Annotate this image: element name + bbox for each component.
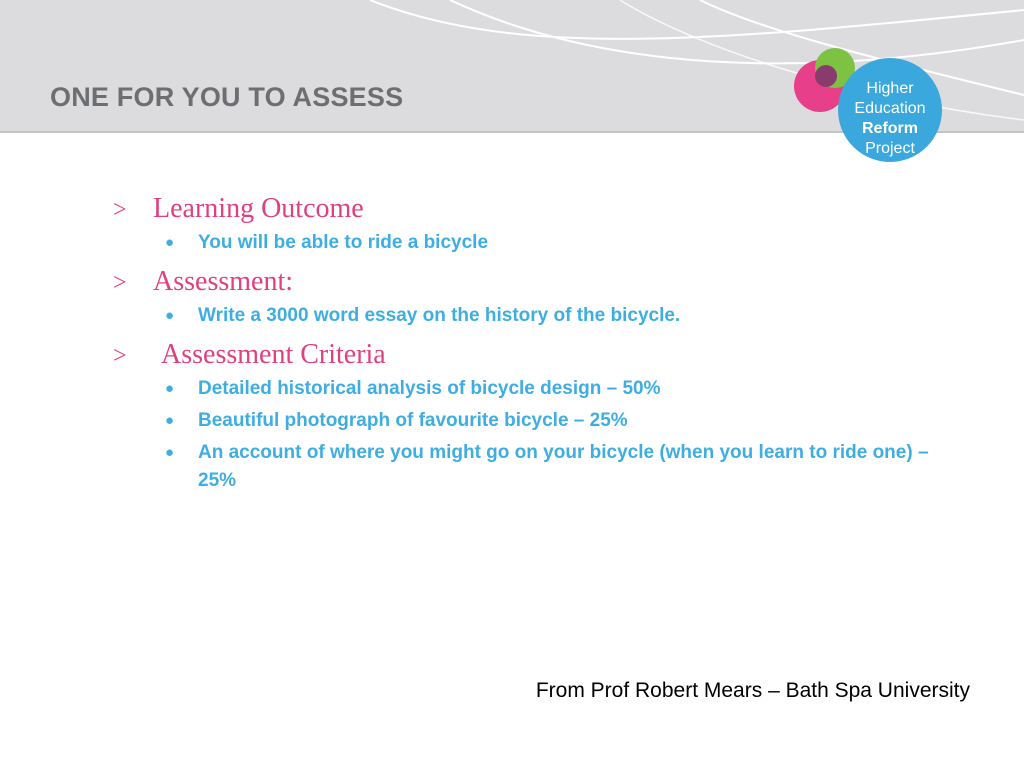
section-heading (113, 192, 983, 227)
section-learning-outcome (113, 192, 983, 257)
logo-text-reform: Reform (861, 120, 919, 137)
heading-text: Assessment: (153, 266, 293, 297)
bullet-text: Detailed historical analysis of bicycle design – 50% (198, 378, 661, 399)
chevron-marker-icon: > (113, 270, 127, 296)
section-heading (113, 338, 983, 373)
heading-text: Assessment Criteria (161, 339, 386, 370)
bullet-text: You will be able to ride a bicycle (198, 232, 489, 253)
bullet-list (113, 302, 983, 330)
list-item (165, 439, 983, 495)
heading-text: Learning Outcome (153, 193, 364, 224)
bullet-dot-icon: ● (165, 444, 175, 461)
slide-title: ONE FOR YOU TO ASSESS (50, 82, 404, 112)
list-item (165, 407, 983, 435)
logo-text-project: Project (865, 140, 915, 157)
bullet-dot-icon: ● (165, 307, 175, 324)
list-item (165, 302, 983, 330)
footer-credit: From Prof Robert Mears – Bath Spa University (535, 679, 970, 702)
bullet-list (113, 229, 983, 257)
bullet-text: An account of where you might go on your bicycle (when you learn to ride one) – 25% (198, 442, 929, 491)
bullet-dot-icon: ● (165, 234, 175, 251)
chevron-marker-icon: > (113, 197, 127, 223)
logo-purple-overlap (815, 65, 837, 87)
bullet-text: Beautiful photograph of favourite bicycle – 25% (198, 410, 628, 431)
higher-education-reform-project-logo (790, 46, 950, 176)
bullet-list (113, 375, 983, 495)
slide-content (113, 192, 983, 503)
bullet-dot-icon: ● (165, 380, 175, 397)
section-assessment-criteria (113, 338, 983, 495)
section-assessment (113, 265, 983, 330)
bullet-dot-icon: ● (165, 412, 175, 429)
logo-text-higher: Higher (866, 80, 914, 97)
chevron-marker-icon: > (113, 343, 127, 369)
list-item (165, 375, 983, 403)
list-item (165, 229, 983, 257)
section-heading (113, 265, 983, 300)
bullet-text: Write a 3000 word essay on the history of the bicycle. (198, 305, 681, 326)
logo-text-education: Education (854, 100, 926, 117)
